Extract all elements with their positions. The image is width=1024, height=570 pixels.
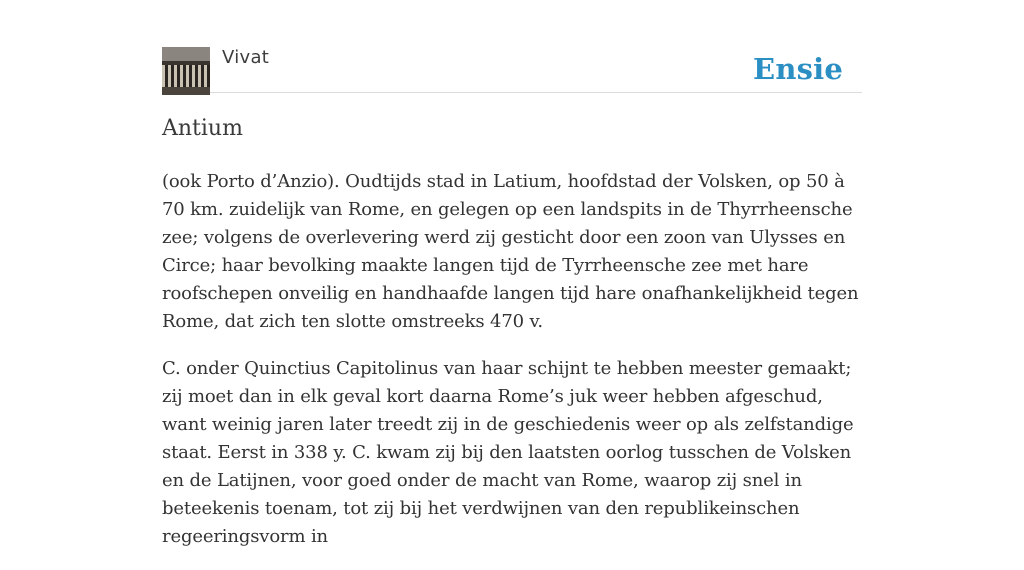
- library-building-icon: [162, 47, 210, 95]
- brand-logo[interactable]: Ensie: [753, 52, 843, 86]
- page-container: [162, 0, 862, 547]
- article-paragraph: (ook Porto d’Anzio). Oudtijds stad in Latium, hoofdstad der Volsken, op 50 à 70 km. zuidelijk van Rome, en gelegen op een landspits in de Thyrrheensche zee; volgens de overlevering werd zij gesticht door een zoon van Ulysses en Circe; haar bevolking maakte langen tijd de Tyrrheensche zee met hare roofschepen onveilig en handhaafde langen tijd hare onafhankelijkheid tegen Rome, dat zich ten slotte omstreeks 470 v.: [162, 171, 859, 332]
- article-body: [162, 168, 862, 570]
- page-header: [162, 0, 862, 93]
- author-name[interactable]: Vivat: [222, 47, 270, 68]
- article-paragraph: C. onder Quinctius Capitolinus van haar schijnt te hebben meester gemaakt; zij moet dan in elk geval kort daarna Rome’s juk weer hebben afgeschud, want weinig jaren later treedt zij in de geschiedenis weer op als zelfstandige staat. Eerst in 338 y. C. kwam zij bij den laatsten oorlog tusschen de Volsken en de Latijnen, voor goed onder de macht van Rome, waarop zij snel in beteekenis toenam, tot zij bij het verdwijnen van den republikeinschen regeeringsvorm in: [162, 358, 854, 547]
- article-title: Antium: [162, 116, 243, 141]
- avatar[interactable]: [162, 47, 210, 95]
